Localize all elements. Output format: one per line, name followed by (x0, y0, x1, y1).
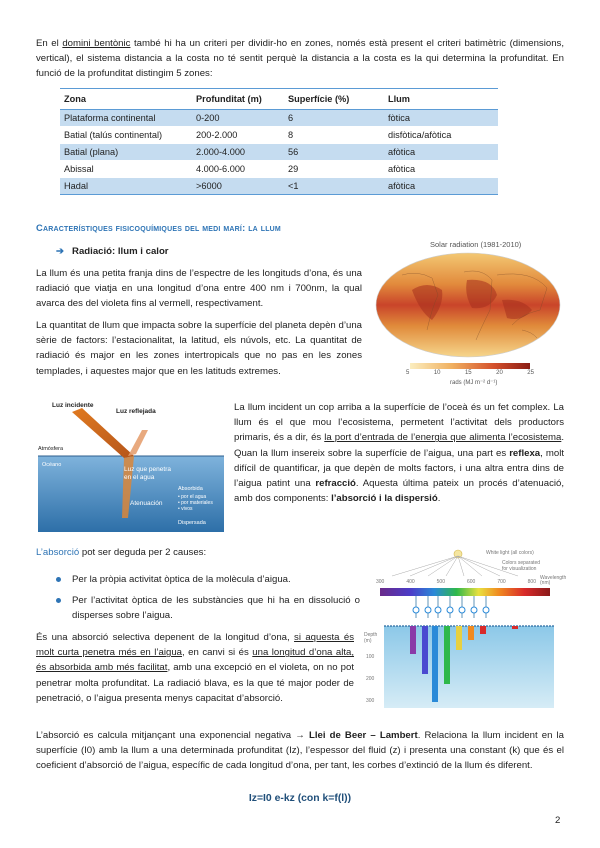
table-header: Zona (60, 89, 192, 110)
depth-tick: 200 (366, 676, 375, 682)
table-row (60, 127, 498, 144)
table-cell: 29 (284, 161, 384, 178)
table-cell: disfòtica/afòtica (384, 127, 498, 144)
solar-figure-title: Solar radiation (1981-2010) (430, 240, 522, 249)
incident-text: . Quan la llum insereix sobre la superfície de l’aigua, una part es (234, 432, 564, 459)
wavelength-ticks (376, 579, 536, 585)
incident-light-paragraph (234, 400, 564, 506)
bullet-dot-icon (56, 598, 61, 603)
table-cell: Hadal (60, 178, 192, 195)
table-row (60, 144, 498, 161)
table-cell: 4.000-6.000 (192, 161, 284, 178)
scale-unit: rads (MJ m⁻² d⁻¹) (450, 380, 498, 386)
incident-bold-refraccio: refracció (315, 478, 356, 490)
label-scattered: Dispersada (178, 520, 206, 526)
intro-text-rest: també hi ha un criteri per dividir-ho en zones, només està present el criteri batimètric (dimensions, vertical), el sistema distancia a la costa no té sentit perquè la distancia a la costa es la qui determina la profunditat. En funció de la profunditat distingim 5 zones: (36, 38, 564, 80)
scale-ticks (406, 370, 534, 376)
label-reflected: Luz reflejada (116, 408, 156, 415)
bullet-dot-icon (56, 577, 61, 582)
light-ray-figure (38, 400, 224, 532)
table-row (60, 178, 498, 195)
wavelength-tick: 700 (497, 579, 506, 585)
section-heading-main: Característiques fisicoquímiques del medi marí (36, 222, 243, 233)
table-cell: afòtica (384, 144, 498, 161)
label-penetrates: Luz que penetra en el agua (124, 466, 171, 481)
table-row (60, 161, 498, 178)
zones-table (60, 88, 498, 195)
absorcio-bullet-1 (56, 572, 360, 587)
absorcio-underline: si aquesta és molt curta penetra més en l’aigua (36, 632, 354, 659)
beer-text: . Relaciona la llum incident en la superfície (I0) amb la llum a una determinada profunditat (Iz), l’espessor del fluid (z) i presenta una constant (k) que és el coeficient d’absorció de l’aigua, específic de cada longitud d’ona, per tant, les corbes d’extinció de la llum és diferent. (36, 730, 565, 772)
label-ocean: Océano (42, 462, 62, 468)
absorcio-title: L’absorció (36, 547, 80, 558)
label-incident: Luz incidente (52, 402, 94, 409)
incident-bold-absorcio: l’absorció i la dispersió (331, 493, 438, 505)
table-cell: 56 (284, 144, 384, 161)
wavelength-tick: 800 (527, 579, 536, 585)
radiacio-paragraph-1: La llum és una petita franja dins de l’espectre de les longituds d’ona, és una radiació que viatja en una longitud d’ona entre 400 nm i 700nm, la qual avarca des del violeta fins al vermell, respectivament. (36, 268, 362, 310)
bullet-text: Per l’activitat òptica de les substàncies que hi ha en dissolució o disperses sobre l’aigua. (72, 595, 360, 622)
absorcio-underline: una longitud d’ona alta, és absorbida amb més facilitat (36, 647, 355, 674)
incident-text: . Aquesta última pateix un procés d’atenuació, amb dos components: (234, 478, 564, 505)
depth-tick: 100 (366, 654, 375, 660)
table-cell: Batial (talús continental) (60, 127, 192, 144)
incident-bold-reflexa: reflexa (509, 447, 541, 459)
intro-paragraph (36, 36, 564, 82)
beer-text: L’absorció es calcula mitjançant una exponencial negativa (36, 730, 296, 741)
radiacio-label: Radiació: llum i calor (72, 246, 169, 257)
table-cell: afòtica (384, 161, 498, 178)
section-heading-sub: : la llum (242, 222, 281, 233)
table-cell: 2.000-4.000 (192, 144, 284, 161)
absorcio-heading (36, 547, 206, 558)
label-absorbed-items: • por el agua • por materiales • vivos (178, 494, 213, 512)
arrow-icon: → (295, 730, 305, 741)
table-cell: afòtica (384, 178, 498, 195)
depth-tick: 300 (366, 698, 375, 704)
scale-tick: 15 (464, 370, 472, 376)
table-cell: 6 (284, 110, 384, 127)
incident-underline: la port d’entrada de l’energia que alimenta l’ecosistema (324, 432, 562, 444)
incident-text: . (437, 493, 441, 505)
table-header-row (60, 89, 498, 110)
table-header: Llum (384, 89, 498, 110)
beer-law-name: Llei de Beer – Lambert (308, 730, 418, 741)
label-atmosphere: Atmósfera (38, 446, 64, 452)
radiacio-paragraph-2: La quantitat de llum que impacta sobre la superfície del planeta depèn d’una sèrie de factors: l’estacionalitat, la latitud, els núvols, etc. La quantitat de radiació és major en les zones intertropicals que no pas en les zones templades, i aquestes major que en les latituds extremes. (36, 320, 362, 377)
wavelength-tick: 500 (436, 579, 445, 585)
bullet-text: Per la pròpia activitat òptica de la molècula d’aigua. (72, 574, 291, 585)
table-cell: fòtica (384, 110, 498, 127)
intro-text: En el (36, 38, 63, 49)
arrow-right-icon: ➔ (56, 246, 65, 257)
radiacio-heading (56, 246, 169, 257)
table-row (60, 110, 498, 127)
section-heading (36, 222, 281, 233)
table-cell: Abissal (60, 161, 192, 178)
scale-tick: 20 (496, 370, 503, 376)
spectrum-diagram (362, 548, 567, 710)
absorcio-title-rest: pot ser deguda per 2 causes: (79, 547, 207, 558)
legend-colors-separated: Colors separated for visualization (502, 560, 541, 572)
wavelength-tick: 600 (466, 579, 476, 585)
depth-label: Depth (m) (364, 632, 378, 644)
table-header: Superfície (%) (284, 89, 384, 110)
label-attenuation: Atenuación (130, 500, 163, 507)
table-cell: 0-200 (192, 110, 284, 127)
absorcio-paragraph (36, 630, 354, 706)
absorcio-bullet-2 (56, 593, 360, 623)
wavelength-label: Wavelength (nm) (540, 575, 567, 586)
solar-radiation-figure (372, 238, 564, 390)
world-map-image (372, 250, 564, 370)
wavelength-tick: 300 (376, 579, 385, 585)
table-cell: Batial (plana) (60, 144, 192, 161)
spectrum-penetration-figure (362, 548, 567, 710)
table-cell: Plataforma continental (60, 110, 192, 127)
scale-tick: 5 (406, 370, 410, 376)
incident-text: La llum incident un cop arriba a la superfície de l’oceà és un fet complex. La llum és el que mou l’ecosistema, permetent l’activitat dels productors primaris, és a dir, és (234, 402, 564, 444)
scale-tick: 10 (433, 370, 441, 376)
table-cell: 8 (284, 127, 384, 144)
beer-lambert-paragraph (36, 728, 564, 774)
table-header: Profunditat (m) (192, 89, 284, 110)
scale-tick: 25 (527, 370, 534, 376)
absorcio-text: És una absorció selectiva depenent de la longitud d’ona, (36, 632, 295, 643)
table-cell: <1 (284, 178, 384, 195)
table-cell: >6000 (192, 178, 284, 195)
absorcio-text: , en canvi si és (182, 647, 253, 659)
incident-text: , molt difícil de quantificar, ja que depèn de molts factors, i una altra entra dins de l’aigua patint una (234, 447, 564, 490)
intro-term-bentonic: domini bentònic (62, 38, 131, 49)
label-absorbed: Absorbida (178, 486, 203, 492)
beer-lambert-formula: Iz=I0 e-kz (con k=f(l)) (248, 793, 352, 804)
legend-white-light: White light (all colors) (486, 550, 534, 556)
page-number: 2 (555, 815, 561, 826)
table-cell: 200-2.000 (192, 127, 284, 144)
absorcio-text: , amb una excepció en el violeta, on no pot penetrar molta profunditat. La radiació blava, es la que té major poder de penetració, o l’aigua presenta menys capacitat d’absorció. (36, 662, 355, 704)
wavelength-tick: 400 (406, 579, 415, 585)
